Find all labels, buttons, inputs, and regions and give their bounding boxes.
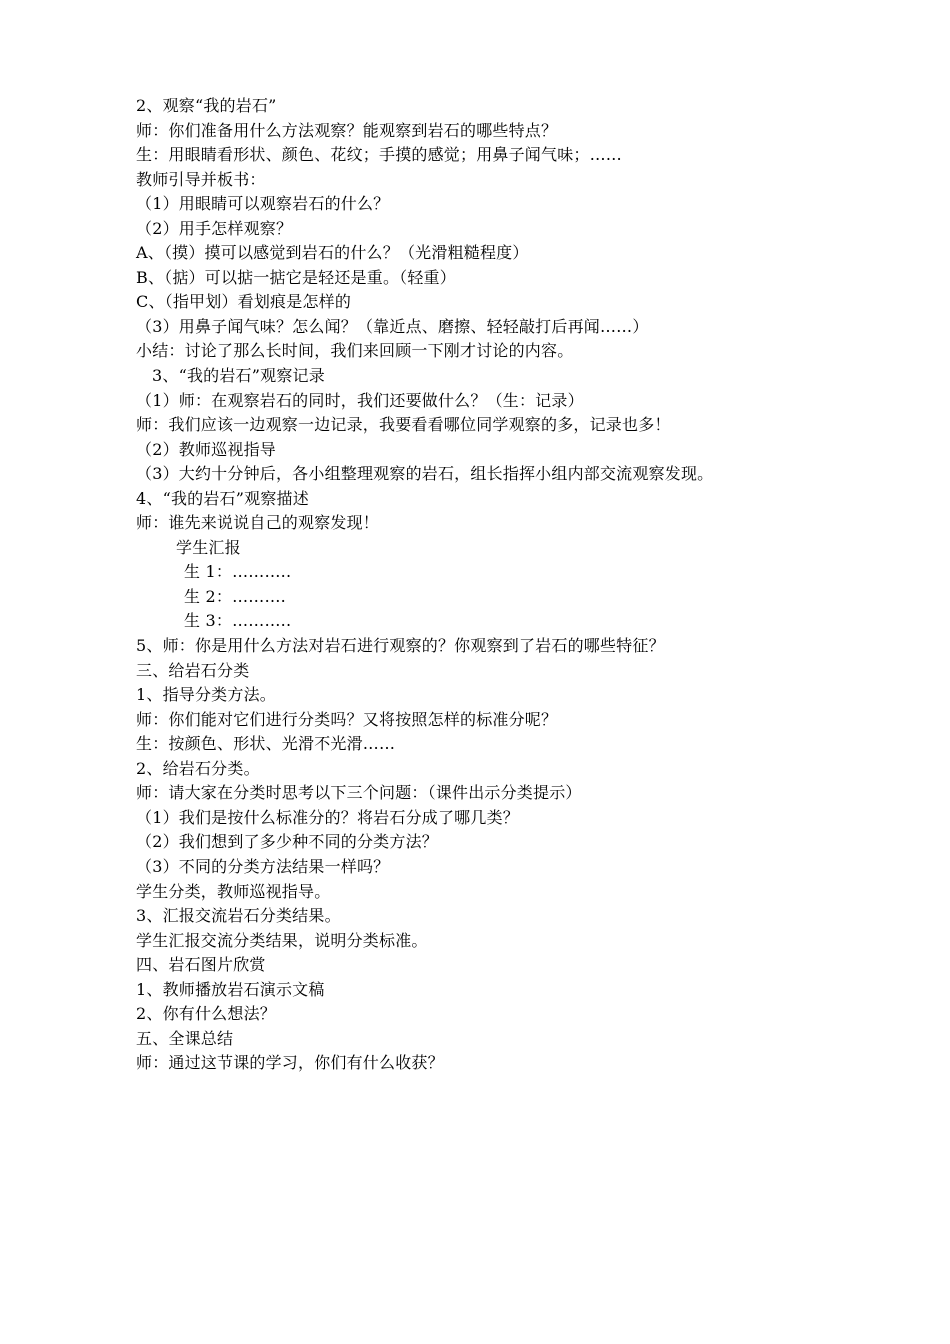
document-line: 1、教师播放岩石演示文稿 — [136, 979, 325, 999]
document-line: 2、你有什么想法？ — [136, 1004, 276, 1024]
document-line: 师：通过这节课的学习，你们有什么收获？ — [136, 1053, 444, 1073]
document-line: 师：你们能对它们进行分类吗？又将按照怎样的标准分呢？ — [136, 709, 558, 729]
document-line: 4、“我的岩石”观察描述 — [136, 488, 309, 508]
document-line: 2、观察“我的岩石” — [136, 96, 277, 115]
document-line: 1、指导分类方法。 — [136, 685, 276, 705]
document-line: 学生汇报 — [176, 537, 241, 557]
document-line: 学生汇报交流分类结果，说明分类标准。 — [136, 930, 428, 950]
document-line: 四、岩石图片欣赏 — [136, 955, 266, 975]
document-line: 2、给岩石分类。 — [136, 758, 260, 778]
document-line: （1）师：在观察岩石的同时，我们还要做什么？（生：记录） — [136, 390, 584, 410]
document-line: 3、“我的岩石”观察记录 — [152, 366, 325, 386]
document-line: 学生分类，教师巡视指导。 — [136, 881, 331, 901]
document-line: （3）大约十分钟后，各小组整理观察的岩石，组长指挥小组内部交流观察发现。 — [136, 464, 714, 484]
document-line: （3）不同的分类方法结果一样吗？ — [136, 856, 390, 876]
document-line: 师：你们准备用什么方法观察？能观察到岩石的哪些特点？ — [136, 120, 558, 140]
document-line: 教师引导并板书： — [136, 169, 266, 189]
document-line: B、（掂）可以掂一掂它是轻还是重。（轻重） — [136, 267, 456, 287]
document-line: （1）用眼睛可以观察岩石的什么？ — [136, 194, 390, 214]
document-line: （3）用鼻子闻气味？怎么闻？（靠近点、磨擦、轻轻敲打后再闻……） — [136, 316, 649, 336]
document-line: 师：我们应该一边观察一边记录，我要看看哪位同学观察的多，记录也多！ — [136, 415, 671, 435]
document-line: 生：用眼睛看形状、颜色、花纹；手摸的感觉；用鼻子闻气味；…… — [136, 145, 623, 165]
document-line: （1）我们是按什么标准分的？将岩石分成了哪几类？ — [136, 807, 519, 827]
document-body — [136, 94, 826, 1076]
document-line: 师：谁先来说说自己的观察发现！ — [136, 513, 380, 533]
document-line: 5、师：你是用什么方法对岩石进行观察的？你观察到了岩石的哪些特征？ — [136, 636, 665, 656]
document-line: A、（摸）摸可以感觉到岩石的什么？（光滑粗糙程度） — [136, 243, 529, 263]
document-line: C、（指甲划）看划痕是怎样的 — [136, 292, 352, 312]
document-line: （2）教师巡视指导 — [136, 439, 276, 459]
document-line: 五、全课总结 — [136, 1028, 234, 1048]
document-line: 小结：讨论了那么长时间，我们来回顾一下刚才讨论的内容。 — [136, 341, 574, 361]
document-line: 生：按颜色、形状、光滑不光滑…… — [136, 734, 396, 754]
document-line: 师：请大家在分类时思考以下三个问题：（课件出示分类提示） — [136, 783, 582, 803]
document-line: 三、给岩石分类 — [136, 660, 250, 680]
document-line: （2）我们想到了多少种不同的分类方法？ — [136, 832, 438, 852]
document-line: （2）用手怎样观察？ — [136, 218, 293, 238]
document-line: 生 2：………. — [184, 586, 286, 606]
document-line: 3、汇报交流岩石分类结果。 — [136, 906, 341, 926]
document-line: 生 3：……….. — [184, 611, 292, 631]
document-line: 生 1：……….. — [184, 562, 292, 582]
